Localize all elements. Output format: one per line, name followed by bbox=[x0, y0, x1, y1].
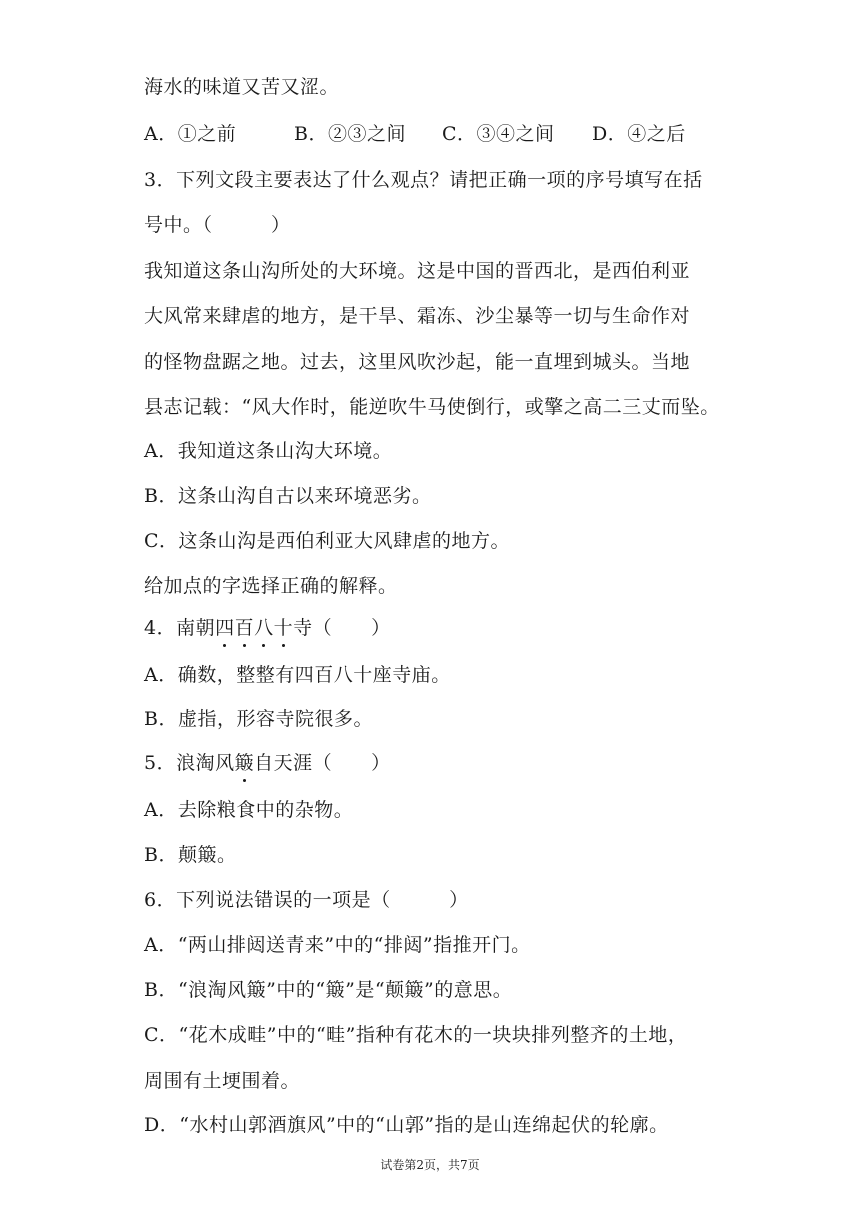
section-instruction: 给加点的字选择正确的解释。 bbox=[144, 575, 398, 597]
q5-stem-suffix: 自天涯（ ） bbox=[254, 752, 391, 774]
q4-stem-suffix: 寺（ ） bbox=[293, 617, 391, 639]
q4-option-a[interactable]: A．确数，整整有四百八十座寺庙。 bbox=[144, 664, 451, 686]
emphasis-char: 八 bbox=[254, 617, 274, 639]
q3-passage-line-4: 县志记载：“风大作时，能逆吹牛马使倒行，或擎之高二三丈而坠。 bbox=[144, 396, 720, 418]
q6-option-b[interactable]: B．“浪淘风簸”中的“簸”是“颠簸”的意思。 bbox=[144, 979, 513, 1001]
q3-option-a[interactable]: A．我知道这条山沟大环境。 bbox=[144, 440, 393, 462]
q3-passage-line-1: 我知道这条山沟所处的大环境。这是中国的晋西北，是西伯利亚 bbox=[144, 260, 691, 282]
q6-option-c-continued: 周围有土埂围着。 bbox=[144, 1070, 301, 1092]
page-number-footer: 试卷第2页，共7页 bbox=[380, 1158, 480, 1172]
q3-option-c[interactable]: C．这条山沟是西伯利亚大风肆虐的地方。 bbox=[144, 530, 511, 552]
q5-stem bbox=[144, 750, 391, 776]
q2-option-a[interactable]: A．①之前 bbox=[144, 123, 237, 145]
emphasis-char: 百 bbox=[234, 617, 255, 639]
emphasis-char: 四 bbox=[215, 617, 235, 639]
q6-option-a[interactable]: A．“两山排闼送青来”中的“排闼”指推开门。 bbox=[144, 934, 531, 956]
q6-option-d[interactable]: D．“水村山郭酒旗风”中的“山郭”指的是山连绵起伏的轮廓。 bbox=[144, 1114, 669, 1136]
q5-option-a[interactable]: A．去除粮食中的杂物。 bbox=[144, 799, 354, 821]
emphasis-char: 簸 bbox=[234, 752, 255, 774]
q2-options bbox=[144, 121, 686, 147]
q5-option-b[interactable]: B．颠簸。 bbox=[144, 844, 237, 866]
q3-passage-line-2: 大风常来肆虐的地方，是干旱、霜冻、沙尘暴等一切与生命作对 bbox=[144, 305, 691, 327]
q5-stem-prefix: 5．浪淘风 bbox=[144, 752, 235, 774]
q4-stem bbox=[144, 615, 391, 641]
passage-text-end: 海水的味道又苦又涩。 bbox=[144, 76, 340, 98]
q6-option-c[interactable]: C．“花木成畦”中的“畦”指种有花木的一块块排列整齐的土地， bbox=[144, 1024, 688, 1046]
q2-option-b[interactable]: B．②③之间 bbox=[294, 123, 406, 145]
q3-passage-line-3: 的怪物盘踞之地。过去，这里风吹沙起，能一直埋到城头。当地 bbox=[144, 351, 691, 373]
q6-stem: 6．下列说法错误的一项是（ ） bbox=[144, 889, 469, 911]
q3-option-b[interactable]: B．这条山沟自古以来环境恶劣。 bbox=[144, 485, 432, 507]
emphasis-char: 十 bbox=[273, 617, 294, 639]
q3-stem-line-2: 号中。（ ） bbox=[144, 214, 291, 236]
q2-option-d[interactable]: D．④之后 bbox=[592, 123, 686, 145]
q4-option-b[interactable]: B．虚指，形容寺院很多。 bbox=[144, 708, 373, 730]
q2-option-c[interactable]: C．③④之间 bbox=[442, 123, 555, 145]
q4-stem-prefix: 4．南朝 bbox=[144, 617, 216, 639]
q3-stem-line-1: 3．下列文段主要表达了什么观点？请把正确一项的序号填写在括 bbox=[144, 169, 703, 191]
